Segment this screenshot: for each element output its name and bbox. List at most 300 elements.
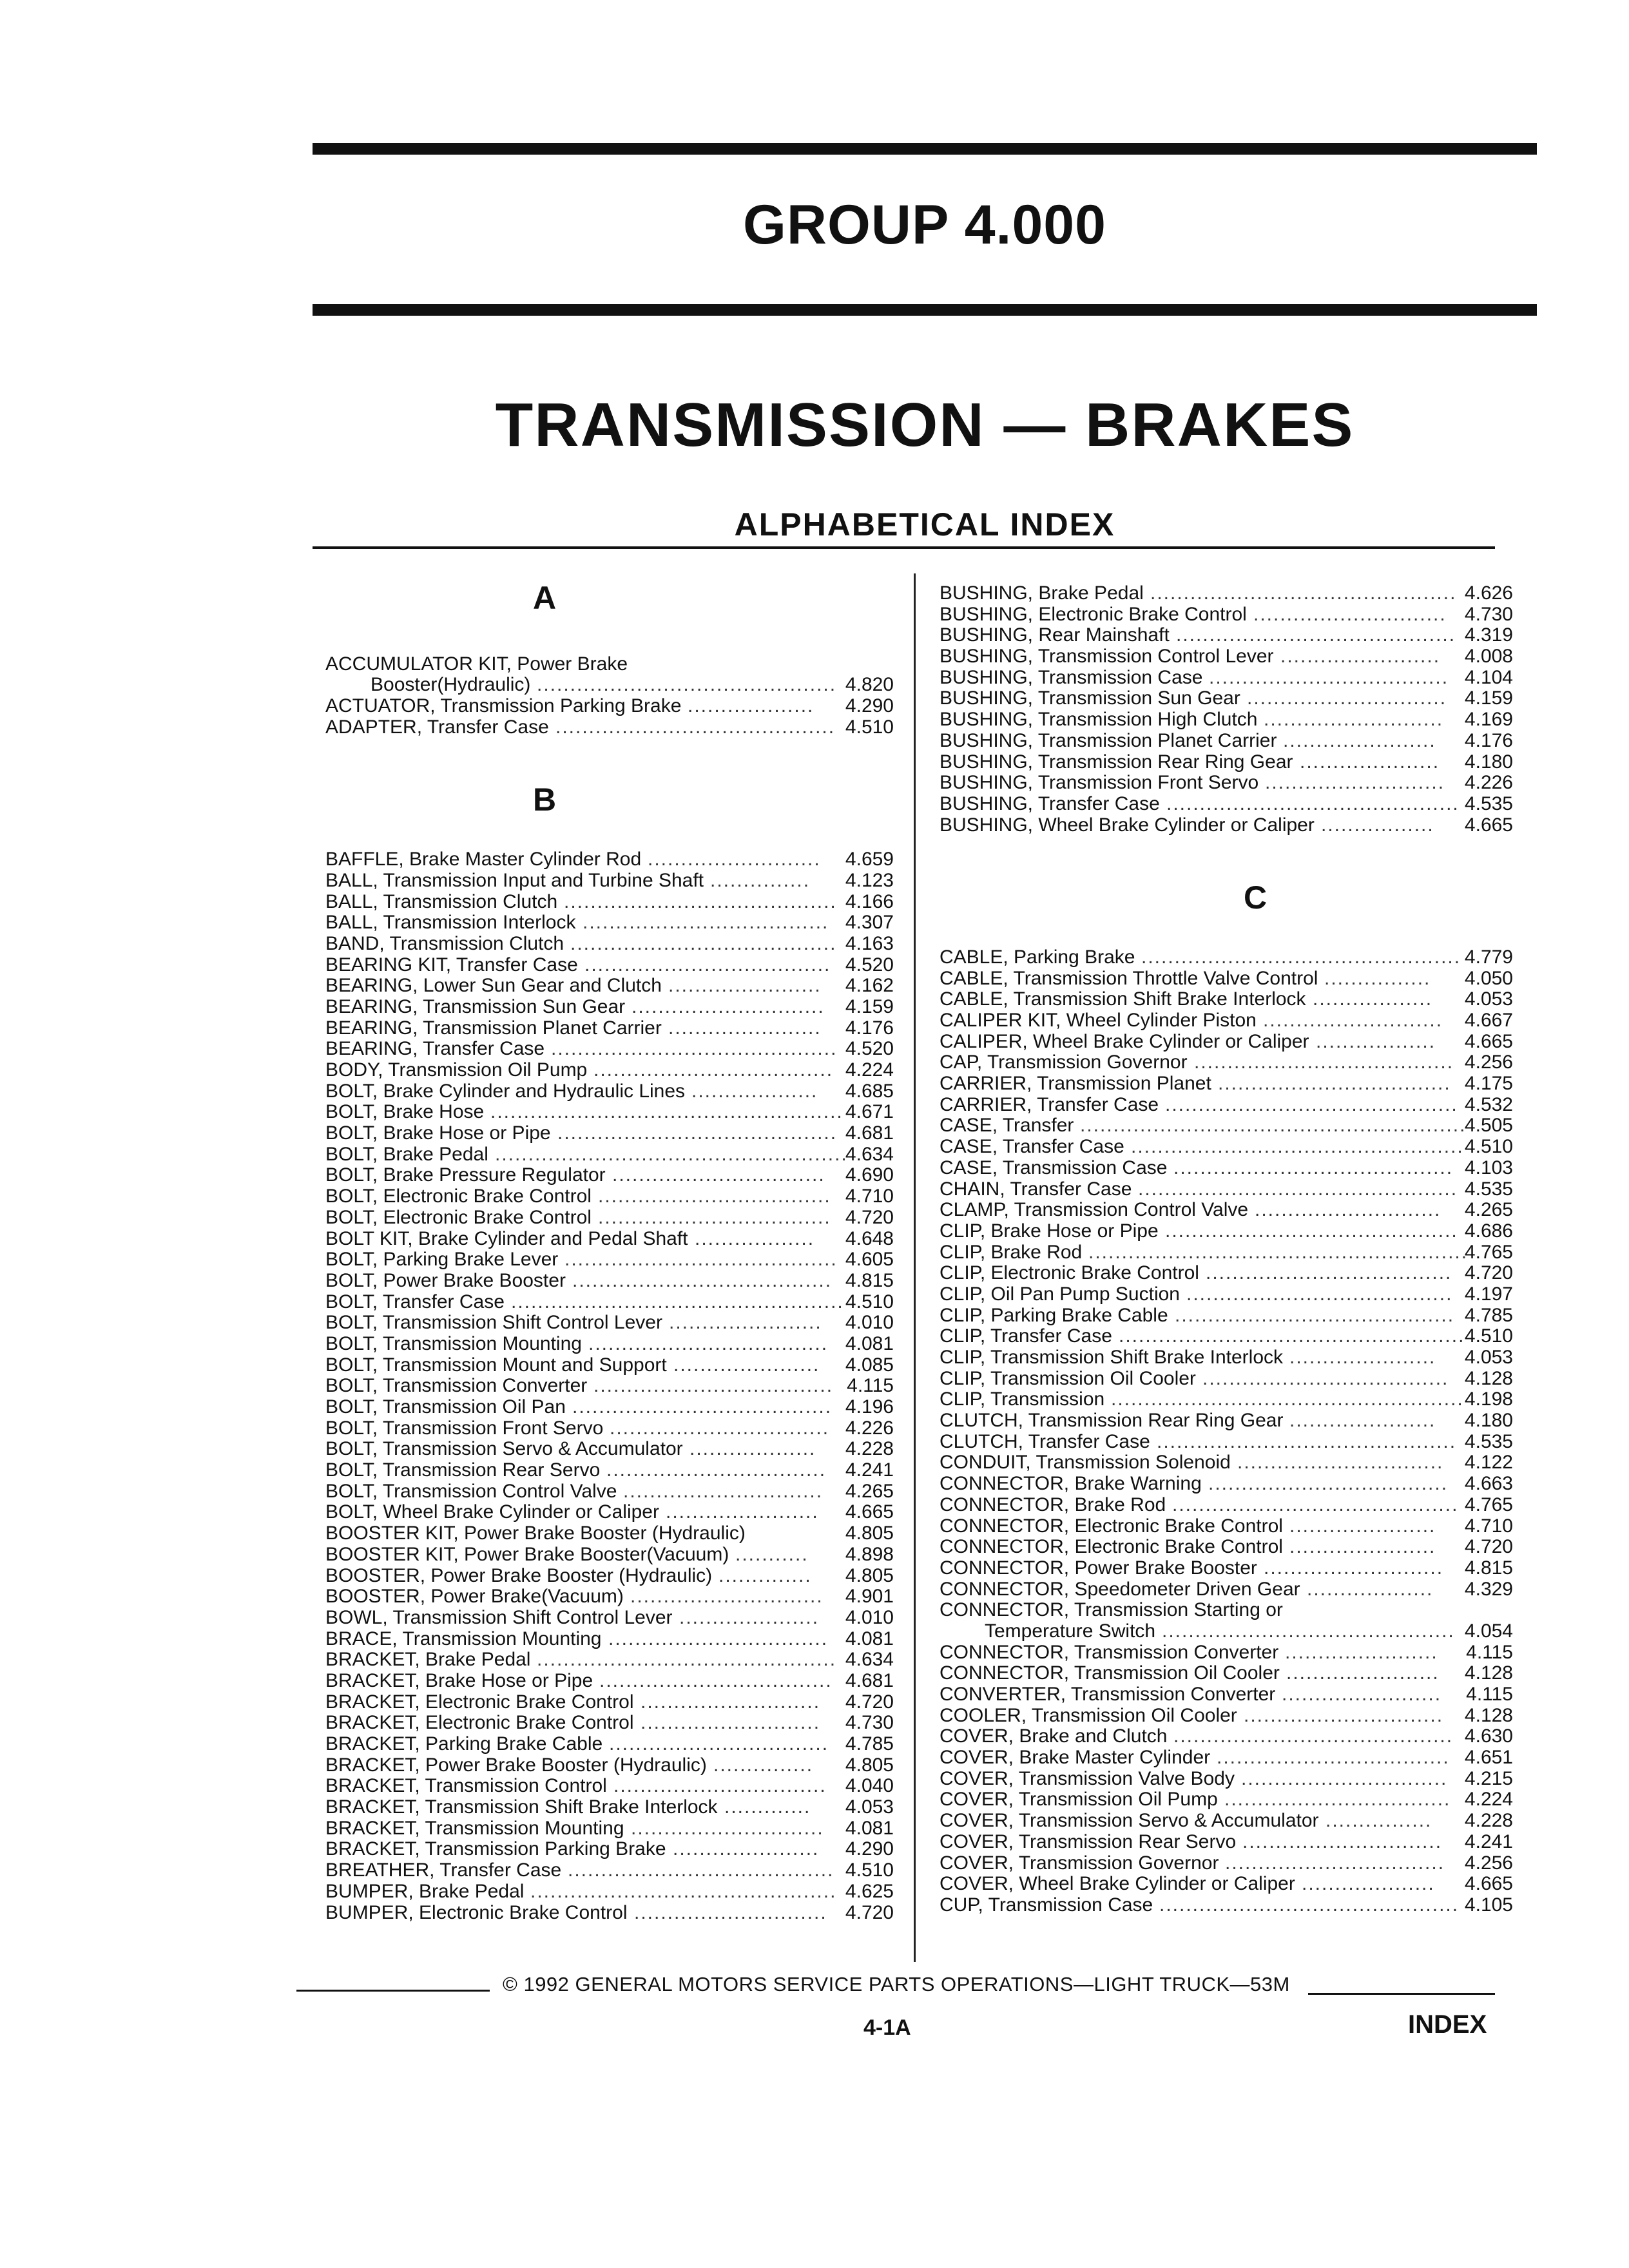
- entry-label: BOOSTER, Power Brake(Vacuum): [325, 1586, 624, 1608]
- leader-dots: ...........................................: [551, 1038, 838, 1060]
- entry-page: 4.241: [1464, 1831, 1513, 1852]
- entry-page: 4.256: [1464, 1052, 1513, 1073]
- entry-label: BODY, Transmission Oil Pump: [325, 1059, 588, 1081]
- entry-label: BRACKET, Transmission Shift Brake Interlock: [325, 1796, 718, 1818]
- entry-page: 4.510: [845, 1291, 894, 1312]
- index-entry: [927, 1283, 1513, 1305]
- entry-page: 4.040: [845, 1775, 894, 1797]
- entry-label: CALIPER, Wheel Brake Cylinder or Caliper: [940, 1030, 1309, 1052]
- footer-rule-right: [1308, 1993, 1495, 1995]
- entry-label: CLIP, Transmission: [940, 1389, 1105, 1410]
- index-entry: [313, 1186, 896, 1207]
- index-entry: [313, 975, 896, 997]
- entry-page: 4.815: [845, 1269, 894, 1291]
- entry-page: 4.901: [845, 1586, 894, 1608]
- index-entry: [927, 1600, 1476, 1621]
- entry-page: 4.196: [845, 1396, 894, 1418]
- index-entry: [313, 870, 896, 892]
- index-entry: [313, 1608, 896, 1629]
- index-entry: [927, 793, 1513, 815]
- index-entry: [927, 772, 1513, 794]
- entry-label: BOLT, Brake Pedal: [325, 1143, 488, 1165]
- entry-label: BOLT, Brake Cylinder and Hydraulic Lines: [325, 1080, 686, 1102]
- leader-dots: .......................................: [572, 1269, 833, 1291]
- entry-page: 4.163: [845, 932, 894, 954]
- entry-label: BEARING, Transfer Case: [325, 1038, 545, 1060]
- leader-dots: .......................................: [572, 1396, 833, 1418]
- leader-dots: ........................................: [570, 932, 837, 954]
- entry-label: BOLT, Transmission Rear Servo: [325, 1459, 601, 1481]
- entry-page: 4.180: [1464, 751, 1513, 773]
- index-entry: [927, 646, 1513, 668]
- entry-page: 4.710: [1464, 1515, 1513, 1537]
- index-entry: [927, 1873, 1513, 1895]
- entry-page: 4.010: [845, 1312, 894, 1334]
- index-entry: [313, 1207, 896, 1229]
- letter-heading: B: [532, 782, 557, 818]
- index-entry: [313, 1481, 896, 1503]
- entry-label: CONNECTOR, Power Brake Booster: [940, 1557, 1257, 1579]
- entry-label: BEARING, Lower Sun Gear and Clutch: [325, 975, 662, 997]
- index-entry: [927, 1515, 1513, 1537]
- middle-rule: [313, 304, 1537, 316]
- leader-dots: ............................................: [1166, 793, 1460, 814]
- entry-page: 4.520: [845, 954, 894, 975]
- entry-page: 4.665: [1464, 1873, 1513, 1895]
- leader-dots: ....................................................: [1119, 1325, 1465, 1347]
- entry-label: BOLT, Transmission Converter: [325, 1375, 588, 1397]
- entry-label: BAND, Transmission Clutch: [325, 932, 564, 954]
- entry-page: 4.169: [1464, 709, 1513, 731]
- leader-dots: .................: [1321, 814, 1434, 836]
- entry-label: BRACKET, Transmission Parking Brake: [325, 1838, 666, 1860]
- entry-page: 4.820: [845, 674, 894, 696]
- index-rule: [313, 546, 1495, 549]
- leader-dots: ........................: [1280, 646, 1441, 668]
- leader-dots: ..........................................: [557, 1122, 838, 1144]
- entry-page: 4.226: [1464, 772, 1513, 794]
- index-entry: [313, 1249, 896, 1271]
- leader-dots: ...........................................: [1172, 1494, 1459, 1515]
- entry-label: BRACKET, Brake Hose or Pipe: [325, 1669, 593, 1691]
- index-entry: [927, 1494, 1513, 1516]
- index-entry: [313, 1692, 896, 1713]
- entry-label: BOLT, Transmission Front Servo: [325, 1417, 604, 1439]
- leader-dots: ............................................: [1165, 1093, 1458, 1115]
- entry-page: 4.241: [845, 1459, 894, 1481]
- index-entry: [313, 1123, 896, 1144]
- index-entry: [927, 1620, 1513, 1642]
- entry-page: 4.510: [845, 1860, 894, 1881]
- entry-page: 4.197: [1464, 1283, 1513, 1305]
- footer-copyright: © 1992 GENERAL MOTORS SERVICE PARTS OPERATIONS—LIGHT TRUCK—53M: [503, 1973, 1290, 1995]
- leader-dots: ........................................: [568, 1860, 834, 1881]
- entry-page: 4.050: [1464, 967, 1513, 989]
- entry-label: BOLT, Transmission Servo & Accumulator: [325, 1438, 683, 1460]
- leader-dots: ..........................................: [1175, 1304, 1455, 1326]
- entry-page: 4.085: [845, 1354, 894, 1376]
- leader-dots: .....................................: [1202, 1367, 1449, 1389]
- index-entry: [927, 1704, 1513, 1727]
- entry-page: 4.180: [1464, 1410, 1513, 1432]
- entry-page: 4.663: [1464, 1473, 1513, 1495]
- entry-page: 4.104: [1464, 666, 1513, 688]
- entry-label: BOLT, Transmission Mount and Support: [325, 1354, 667, 1376]
- index-entry: [927, 1747, 1513, 1769]
- entry-page: 4.256: [1464, 1852, 1513, 1874]
- leader-dots: .............................: [630, 1586, 824, 1608]
- index-entry: [927, 624, 1513, 646]
- entry-label: BUSHING, Wheel Brake Cylinder or Caliper: [940, 814, 1315, 836]
- leader-dots: ................................: [612, 1164, 825, 1186]
- entry-label: CASE, Transfer: [940, 1115, 1074, 1137]
- entry-page: 4.053: [845, 1796, 894, 1818]
- entry-page: 4.265: [845, 1480, 894, 1502]
- entry-page: 4.667: [1464, 1010, 1513, 1032]
- entry-page: 4.290: [845, 1838, 894, 1860]
- leader-dots: .............................: [1253, 603, 1447, 625]
- entry-page: 4.681: [845, 1669, 894, 1691]
- entry-page: 4.648: [845, 1227, 894, 1249]
- index-entry: [313, 1713, 896, 1734]
- entry-label: CALIPER KIT, Wheel Cylinder Piston: [940, 1010, 1257, 1032]
- entry-page: 4.226: [845, 1417, 894, 1439]
- entry-page: 4.720: [845, 1691, 894, 1713]
- entry-page: 4.898: [845, 1543, 894, 1565]
- entry-page: 4.159: [845, 995, 894, 1017]
- index-entry: [927, 967, 1513, 990]
- entry-page: 4.681: [845, 1122, 894, 1144]
- index-entry: [313, 912, 896, 934]
- entry-page: 4.176: [1464, 729, 1513, 751]
- index-entry: [927, 946, 1513, 968]
- index-entry: [927, 1452, 1513, 1474]
- entry-label: CUP, Transmission Case: [940, 1894, 1153, 1916]
- entry-page: 4.329: [1464, 1578, 1513, 1600]
- entry-label: BUSHING, Transmission Control Lever: [940, 646, 1274, 668]
- leader-dots: ..........................: [648, 849, 821, 870]
- entry-label: COVER, Transmission Governor: [940, 1852, 1219, 1874]
- entry-page: 4.159: [1464, 687, 1513, 709]
- index-entry: [313, 1544, 896, 1566]
- index-entry: [313, 1523, 896, 1544]
- entry-label: BRACKET, Electronic Brake Control: [325, 1712, 634, 1734]
- entry-page: 4.634: [845, 1143, 894, 1165]
- entry-label: CLIP, Oil Pan Pump Suction: [940, 1283, 1180, 1305]
- entry-page: 4.128: [1464, 1662, 1513, 1684]
- page-number: 4-1A: [863, 2015, 911, 2040]
- entry-page: 4.162: [845, 975, 894, 997]
- top-rule: [313, 143, 1537, 155]
- index-entry: [927, 1052, 1513, 1073]
- entry-label: BOLT, Electronic Brake Control: [325, 1206, 592, 1228]
- entry-label: BRACKET, Electronic Brake Control: [325, 1691, 634, 1713]
- entry-label: BRACKET, Transmission Mounting: [325, 1817, 624, 1839]
- entry-page: 4.510: [845, 716, 894, 738]
- index-entry: [313, 1355, 896, 1376]
- entry-page: 4.720: [1464, 1536, 1513, 1558]
- leader-dots: ........................................: [1186, 1283, 1453, 1305]
- index-entry: [313, 1081, 896, 1102]
- index-heading: ALPHABETICAL INDEX: [734, 506, 1115, 543]
- index-entry: [313, 1144, 896, 1166]
- leader-dots: .....................................................: [1111, 1389, 1464, 1410]
- index-entry: [313, 1102, 896, 1123]
- leader-dots: ...............................: [1241, 1767, 1448, 1789]
- index-entry: [927, 1578, 1513, 1600]
- leader-dots: ..............................: [623, 1480, 824, 1502]
- entry-label: CABLE, Transmission Shift Brake Interlock: [940, 988, 1306, 1010]
- entry-page: 4.625: [845, 1880, 894, 1902]
- leader-dots: .....................................: [584, 954, 831, 975]
- entry-page: 4.720: [1464, 1262, 1513, 1284]
- entry-label: COVER, Wheel Brake Cylinder or Caliper: [940, 1873, 1295, 1895]
- entry-page: 4.290: [845, 695, 894, 717]
- entry-label: BAFFLE, Brake Master Cylinder Rod: [325, 849, 642, 870]
- leader-dots: ....................: [1302, 1873, 1435, 1895]
- entry-label: CLAMP, Transmission Control Valve: [940, 1199, 1249, 1221]
- index-entry: [313, 1312, 896, 1334]
- entry-label: BRACKET, Parking Brake Cable: [325, 1733, 603, 1755]
- entry-page: 4.535: [1464, 793, 1513, 814]
- leader-dots: ....................................: [593, 1059, 834, 1081]
- entry-page: 4.175: [1464, 1073, 1513, 1095]
- entry-page: 4.686: [1464, 1220, 1513, 1242]
- entry-label: CASE, Transfer Case: [940, 1136, 1124, 1158]
- leader-dots: ..........................................: [1173, 1157, 1454, 1178]
- index-entry: [313, 1439, 896, 1460]
- leader-dots: ...........................: [1263, 1010, 1443, 1032]
- leader-dots: .............................: [631, 995, 825, 1017]
- leader-dots: .......................................: [1194, 1052, 1454, 1073]
- index-entry: [313, 955, 896, 976]
- entry-label: CLIP, Parking Brake Cable: [940, 1304, 1168, 1326]
- index-entry: [313, 997, 896, 1018]
- leader-dots: .....................: [679, 1606, 820, 1628]
- index-entry: [313, 1860, 896, 1881]
- index-entry: [927, 1030, 1513, 1053]
- entry-label: BUMPER, Electronic Brake Control: [325, 1901, 628, 1923]
- leader-dots: ..................: [1316, 1030, 1436, 1052]
- index-entry: [927, 988, 1513, 1010]
- entry-page: 4.122: [1464, 1452, 1513, 1474]
- index-entry: [313, 1629, 896, 1650]
- entry-page: 4.081: [845, 1332, 894, 1354]
- entry-label: BALL, Transmission Clutch: [325, 890, 558, 912]
- leader-dots: ...........................: [1265, 772, 1445, 794]
- index-entry: [927, 1767, 1513, 1790]
- entry-label: COVER, Transmission Oil Pump: [940, 1789, 1218, 1811]
- index-entry: [313, 717, 896, 738]
- index-entry: [927, 1241, 1513, 1264]
- leader-dots: ..................................................: [511, 1291, 844, 1312]
- entry-page: 4.010: [845, 1606, 894, 1628]
- entry-label: ACCUMULATOR KIT, Power Brake: [325, 653, 628, 675]
- entry-label: CONNECTOR, Brake Rod: [940, 1494, 1166, 1515]
- index-entry: [927, 814, 1513, 836]
- leader-dots: ...........: [735, 1543, 809, 1565]
- index-entry: [927, 582, 1513, 604]
- footer-rule-left: [296, 1990, 490, 1992]
- leader-dots: ...................: [688, 695, 815, 717]
- leader-dots: ...............................: [1237, 1452, 1444, 1474]
- leader-dots: ....................................: [1209, 666, 1449, 688]
- entry-page: 4.265: [1464, 1199, 1513, 1221]
- entry-page: 4.520: [845, 1038, 894, 1060]
- entry-label: Booster(Hydraulic): [371, 674, 531, 696]
- entry-page: 4.730: [845, 1712, 894, 1734]
- leader-dots: .................................: [608, 1628, 829, 1649]
- entry-label: BOLT, Transfer Case: [325, 1291, 505, 1312]
- leader-dots: ................................................: [1141, 946, 1461, 968]
- index-entry: [313, 1018, 896, 1039]
- leader-dots: .......................: [1285, 1641, 1438, 1663]
- entry-label: COVER, Transmission Rear Servo: [940, 1831, 1237, 1852]
- index-entry: [927, 1115, 1513, 1137]
- entry-label: BOLT, Brake Hose: [325, 1101, 485, 1123]
- leader-dots: .............................................: [537, 674, 837, 696]
- leader-dots: .............................................: [1159, 1894, 1460, 1916]
- entry-page: 4.053: [1464, 988, 1513, 1010]
- leader-dots: ................................................: [1138, 1178, 1458, 1200]
- index-entry: [313, 1165, 896, 1186]
- leader-dots: ...............: [713, 1754, 814, 1776]
- leader-dots: ......................: [673, 1838, 820, 1860]
- entry-label: CARRIER, Transfer Case: [940, 1093, 1159, 1115]
- entry-page: 4.081: [845, 1628, 894, 1649]
- entry-page: 4.815: [1464, 1557, 1513, 1579]
- leader-dots: ....................................: [593, 1375, 834, 1397]
- leader-dots: ..........................................: [1176, 624, 1456, 646]
- leader-dots: ...................................: [1217, 1747, 1450, 1769]
- entry-label: BRACE, Transmission Mounting: [325, 1628, 602, 1649]
- entry-label: BUSHING, Electronic Brake Control: [940, 603, 1247, 625]
- entry-label: COVER, Brake Master Cylinder: [940, 1747, 1211, 1769]
- entry-label: BEARING, Transmission Sun Gear: [325, 995, 626, 1017]
- entry-label: BUMPER, Brake Pedal: [325, 1880, 525, 1902]
- entry-page: 4.659: [845, 849, 894, 870]
- entry-page: 4.054: [1464, 1620, 1513, 1642]
- leader-dots: ..........................................................: [1080, 1115, 1467, 1137]
- leader-dots: ...................................: [598, 1206, 831, 1228]
- entry-page: 4.605: [845, 1249, 894, 1271]
- index-entry: [313, 1271, 896, 1292]
- entry-page: 4.779: [1464, 946, 1513, 968]
- index-entry: [927, 1810, 1513, 1832]
- index-entry: [927, 1641, 1513, 1664]
- entry-label: COOLER, Transmission Oil Cooler: [940, 1704, 1237, 1726]
- index-entry: [927, 1262, 1513, 1284]
- entry-page: 4.630: [1464, 1725, 1513, 1747]
- leader-dots: ................: [1325, 1810, 1432, 1832]
- leader-dots: .......................: [666, 1501, 819, 1523]
- index-entry: [313, 1649, 896, 1671]
- entry-label: BREATHER, Transfer Case: [325, 1860, 562, 1881]
- index-entry: [927, 729, 1513, 752]
- leader-dots: .........................................................: [1088, 1241, 1469, 1263]
- index-entry: [927, 1410, 1513, 1432]
- leader-dots: ......................: [673, 1354, 820, 1376]
- entry-page: 4.228: [845, 1438, 894, 1460]
- entry-page: 4.510: [1464, 1325, 1513, 1347]
- index-entry: [313, 1776, 896, 1797]
- index-entry: [313, 934, 896, 955]
- entry-label: CONNECTOR, Electronic Brake Control: [940, 1536, 1283, 1558]
- index-entry: [927, 1093, 1513, 1116]
- entry-page: 4.535: [1464, 1178, 1513, 1200]
- index-entry: [313, 1229, 896, 1250]
- entry-label: BOOSTER, Power Brake Booster (Hydraulic): [325, 1564, 713, 1586]
- index-entry: [927, 1220, 1513, 1242]
- entry-page: 4.224: [845, 1059, 894, 1081]
- entry-label: BOLT, Parking Brake Lever: [325, 1249, 559, 1271]
- entry-label: BOOSTER KIT, Power Brake Booster(Vacuum): [325, 1543, 729, 1565]
- leader-dots: ........................: [1282, 1684, 1442, 1706]
- index-entry: [313, 1881, 896, 1903]
- entry-label: CLIP, Brake Hose or Pipe: [940, 1220, 1159, 1242]
- leader-dots: .................................: [1225, 1852, 1445, 1874]
- leader-dots: ..............................................: [530, 1880, 837, 1902]
- entry-page: 4.805: [845, 1564, 894, 1586]
- leader-dots: ...............: [710, 869, 811, 891]
- entry-page: 4.665: [845, 1501, 894, 1523]
- entry-page: 4.115: [1466, 1684, 1513, 1706]
- entry-label: BUSHING, Transmission Front Servo: [940, 772, 1259, 794]
- index-entry: [313, 1039, 896, 1060]
- entry-label: BRACKET, Transmission Control: [325, 1775, 607, 1797]
- leader-dots: ..............: [718, 1564, 812, 1586]
- section-label: INDEX: [1408, 2010, 1487, 2039]
- entry-page: 4.128: [1464, 1704, 1513, 1726]
- index-entry: [927, 1831, 1513, 1853]
- leader-dots: ...................: [691, 1080, 818, 1102]
- entry-label: CLUTCH, Transfer Case: [940, 1430, 1150, 1452]
- leader-dots: ..........................................: [1173, 1725, 1454, 1747]
- entry-label: BRACKET, Power Brake Booster (Hydraulic): [325, 1754, 707, 1776]
- leader-dots: .......................: [668, 1017, 822, 1039]
- index-entry: [927, 1852, 1513, 1874]
- entry-label: BEARING, Transmission Planet Carrier: [325, 1017, 662, 1039]
- entry-label: CONNECTOR, Transmission Starting or: [940, 1599, 1283, 1621]
- entry-page: 4.103: [1464, 1157, 1513, 1178]
- index-entry: [313, 1418, 896, 1439]
- index-entry: [313, 696, 896, 717]
- index-entry: [927, 709, 1513, 731]
- index-entry: [927, 1178, 1513, 1200]
- entry-label: CONNECTOR, Brake Warning: [940, 1473, 1202, 1495]
- entry-label: CABLE, Parking Brake: [940, 946, 1135, 968]
- entry-label: BUSHING, Brake Pedal: [940, 582, 1144, 604]
- index-entry: [927, 1010, 1513, 1032]
- index-entry: [313, 1502, 896, 1523]
- index-entry: [927, 1430, 1513, 1453]
- entry-label: CLIP, Transmission Shift Brake Interlock: [940, 1347, 1283, 1369]
- index-entry: [313, 1839, 896, 1860]
- entry-page: 4.665: [1464, 814, 1513, 836]
- index-entry: [313, 675, 896, 696]
- leader-dots: ..................: [1313, 988, 1433, 1010]
- leader-dots: ...........................: [1264, 709, 1444, 731]
- entry-page: 4.128: [1464, 1367, 1513, 1389]
- leader-dots: .....................................: [583, 912, 829, 934]
- entry-label: BOLT, Power Brake Booster: [325, 1269, 566, 1291]
- column-divider: [914, 573, 916, 1962]
- entry-page: 4.166: [845, 890, 894, 912]
- entry-page: 4.765: [1464, 1241, 1513, 1263]
- entry-label: CLIP, Brake Rod: [940, 1241, 1083, 1263]
- section-title: TRANSMISSION — BRAKES: [495, 390, 1354, 459]
- entry-page: 4.115: [1466, 1641, 1513, 1663]
